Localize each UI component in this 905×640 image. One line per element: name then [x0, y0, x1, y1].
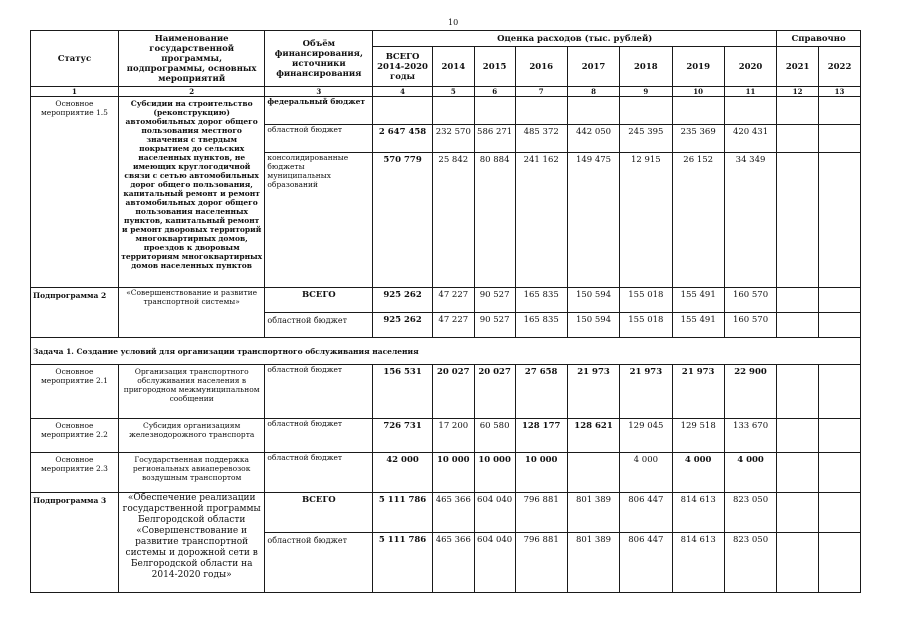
value-cell: 155 491: [672, 288, 724, 313]
value-cell: 34 349: [724, 153, 776, 288]
value-total: 156 531: [373, 365, 433, 419]
value-cell: 21 973: [672, 365, 724, 419]
value-total: 570 779: [373, 153, 433, 288]
column-number: 2: [118, 87, 265, 97]
column-number: 5: [432, 87, 474, 97]
value-cell: 801 389: [567, 493, 619, 533]
value-total: 925 262: [373, 313, 433, 338]
value-cell: 485 372: [515, 125, 567, 153]
value-cell: 17 200: [432, 419, 474, 453]
header-ref-year: 2022: [819, 47, 861, 87]
value-cell: 814 613: [672, 493, 724, 533]
row-status: Основное мероприятие 2.3: [31, 453, 119, 493]
header-year: 2019: [672, 47, 724, 87]
column-number: 7: [515, 87, 567, 97]
value-cell: 160 570: [724, 313, 776, 338]
value-cell: 604 040: [474, 493, 515, 533]
funding-source: областной бюджет: [265, 453, 373, 493]
value-cell: 165 835: [515, 288, 567, 313]
funding-source: консолидированные бюджеты муниципальных образований: [265, 153, 373, 288]
value-cell: 4 000: [672, 453, 724, 493]
value-cell: 25 842: [432, 153, 474, 288]
value-cell: 133 670: [724, 419, 776, 453]
value-cell: 165 835: [515, 313, 567, 338]
column-number: 6: [474, 87, 515, 97]
row-status: Основное мероприятие 1.5: [31, 97, 119, 288]
funding-source: областной бюджет: [265, 125, 373, 153]
value-cell: 823 050: [724, 493, 776, 533]
funding-source: федеральный бюджет: [265, 97, 373, 125]
value-cell: 20 027: [474, 365, 515, 419]
value-cell: 90 527: [474, 288, 515, 313]
column-number: 4: [373, 87, 433, 97]
value-cell: 27 658: [515, 365, 567, 419]
value-cell: 129 045: [620, 419, 672, 453]
value-cell: 47 227: [432, 288, 474, 313]
value-cell: 241 162: [515, 153, 567, 288]
value-cell: 823 050: [724, 533, 776, 593]
value-cell: 232 570: [432, 125, 474, 153]
row-name: «Совершенствование и развитие транспортной системы»: [118, 288, 265, 338]
funding-source: областной бюджет: [265, 365, 373, 419]
value-cell: 10 000: [515, 453, 567, 493]
value-cell: 160 570: [724, 288, 776, 313]
row-status: Основное мероприятие 2.2: [31, 419, 119, 453]
value-total: 925 262: [373, 288, 433, 313]
value-cell: 465 366: [432, 533, 474, 593]
task-title: Задача 1. Создание условий для организации транспортного обслуживания населения: [31, 338, 861, 365]
value-cell: 155 018: [620, 313, 672, 338]
header-year: 2014: [432, 47, 474, 87]
header-year: 2015: [474, 47, 515, 87]
value-cell: 806 447: [620, 533, 672, 593]
value-cell: 21 973: [567, 365, 619, 419]
header-year: 2018: [620, 47, 672, 87]
value-cell: 10 000: [432, 453, 474, 493]
page-number: 10: [448, 18, 459, 27]
column-number: 9: [620, 87, 672, 97]
value-cell: 245 395: [620, 125, 672, 153]
funding-source: областной бюджет: [265, 533, 373, 593]
funding-source: ВСЕГО: [265, 288, 373, 313]
header-name: Наименование государственной программы, подпрограммы, основных мероприятий: [118, 31, 265, 87]
value-cell: 801 389: [567, 533, 619, 593]
row-name: Субсидии на строительство (реконструкцию) автомобильных дорог общего пользования местного значения с твердым покрытием до сельских населенных пунктов, не имеющих круглогодичной связи с сетью автомобильных дорог общего пользования, капитальный ремонт и ремонт автомобильных дорог общего пользования населенных пунктов, капитальный ремонт и ремонт дворовых территорий многоквартирных домов, проездов к дворовым территориям многоквартирных домов населенных пунктов: [118, 97, 265, 288]
value-total: 5 111 786: [373, 493, 433, 533]
value-cell: 796 881: [515, 493, 567, 533]
funding-source: ВСЕГО: [265, 493, 373, 533]
header-reference: Справочно: [777, 31, 861, 47]
column-number: 11: [724, 87, 776, 97]
value-cell: 465 366: [432, 493, 474, 533]
value-total: 5 111 786: [373, 533, 433, 593]
funding-source: областной бюджет: [265, 313, 373, 338]
value-total: 726 731: [373, 419, 433, 453]
value-cell: 149 475: [567, 153, 619, 288]
value-cell: 235 369: [672, 125, 724, 153]
value-cell: 4 000: [620, 453, 672, 493]
value-cell: 60 580: [474, 419, 515, 453]
value-total: 2 647 458: [373, 125, 433, 153]
row-status: Подпрограмма 3: [31, 493, 119, 593]
column-number: 8: [567, 87, 619, 97]
value-cell: 20 027: [432, 365, 474, 419]
value-cell: 155 018: [620, 288, 672, 313]
value-cell: 80 884: [474, 153, 515, 288]
header-year: 2020: [724, 47, 776, 87]
header-volume: Объём финансирования, источники финансирования: [265, 31, 373, 87]
value-cell: 90 527: [474, 313, 515, 338]
column-number: 3: [265, 87, 373, 97]
header-year: 2016: [515, 47, 567, 87]
value-cell: 12 915: [620, 153, 672, 288]
row-status: Подпрограмма 2: [31, 288, 119, 338]
value-cell: 26 152: [672, 153, 724, 288]
column-number: 12: [777, 87, 819, 97]
value-cell: 420 431: [724, 125, 776, 153]
value-cell: 604 040: [474, 533, 515, 593]
value-cell: 129 518: [672, 419, 724, 453]
value-cell: 155 491: [672, 313, 724, 338]
header-ref-year: 2021: [777, 47, 819, 87]
funding-source: областной бюджет: [265, 419, 373, 453]
value-cell: 150 594: [567, 288, 619, 313]
row-name: «Обеспечение реализации государственной программы Белгородской области «Совершенствование и развитие транспортной системы и дорожной сети в Белгородской области на 2014-2020 годы»: [118, 493, 265, 593]
value-cell: 21 973: [620, 365, 672, 419]
header-total: ВСЕГО 2014-2020 годы: [373, 47, 433, 87]
value-cell: 47 227: [432, 313, 474, 338]
row-name: Субсидия организациям железнодорожного транспорта: [118, 419, 265, 453]
header-status: Статус: [31, 31, 119, 87]
budget-table: [30, 30, 861, 593]
value-total: 42 000: [373, 453, 433, 493]
column-number: 13: [819, 87, 861, 97]
value-cell: 442 050: [567, 125, 619, 153]
value-cell: 814 613: [672, 533, 724, 593]
value-cell: 586 271: [474, 125, 515, 153]
header-year: 2017: [567, 47, 619, 87]
value-cell: 10 000: [474, 453, 515, 493]
column-number: 1: [31, 87, 119, 97]
value-cell: 806 447: [620, 493, 672, 533]
value-cell: 796 881: [515, 533, 567, 593]
header-estimate: Оценка расходов (тыс. рублей): [373, 31, 777, 47]
row-name: Организация транспортного обслуживания населения в пригородном межмуниципальном сообщении: [118, 365, 265, 419]
value-cell: 4 000: [724, 453, 776, 493]
row-name: Государственная поддержка региональных авиаперевозок воздушным транспортом: [118, 453, 265, 493]
value-cell: 128 177: [515, 419, 567, 453]
value-cell: 150 594: [567, 313, 619, 338]
value-cell: 128 621: [567, 419, 619, 453]
column-number: 10: [672, 87, 724, 97]
row-status: Основное мероприятие 2.1: [31, 365, 119, 419]
value-cell: 22 900: [724, 365, 776, 419]
value-cell: [567, 453, 619, 493]
